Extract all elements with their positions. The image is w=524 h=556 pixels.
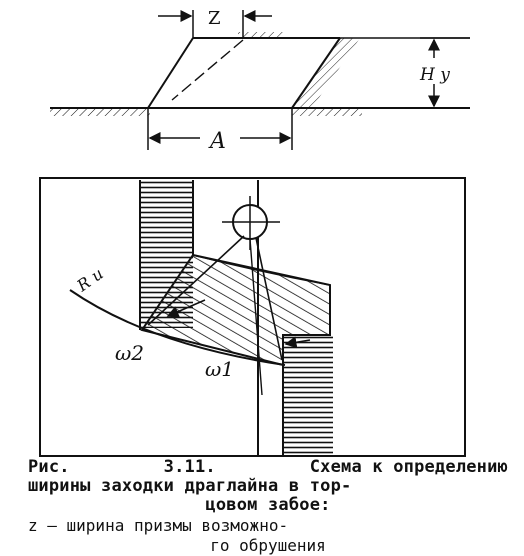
caption-line-3: цовом забое: — [205, 495, 331, 515]
omega1-label: ω1 — [205, 357, 235, 381]
figure-caption — [28, 458, 508, 555]
prism-top-hatch — [238, 32, 284, 38]
hy-label: H y — [420, 65, 450, 85]
right-bench-hatch — [283, 335, 333, 455]
left-slope — [148, 38, 193, 108]
caption-number: 3.11. — [163, 457, 216, 477]
caption-line-2: ширины заходки драглайна в тор- — [28, 476, 352, 496]
ru-label: R u — [73, 263, 107, 296]
soil-hatch-slope — [292, 38, 360, 108]
soil-hatch-right — [292, 108, 362, 116]
z-label: Z — [208, 8, 221, 29]
caption-prefix: Рис. — [28, 457, 70, 477]
a-label: A — [210, 129, 226, 154]
omega2-label: ω2 — [115, 341, 145, 365]
caption-line-1 — [28, 458, 508, 477]
caption-legend-1: z — ширина призмы возможно- — [28, 516, 289, 535]
soil-hatch-left — [50, 108, 150, 116]
collapse-line — [172, 40, 243, 100]
plan-view — [40, 178, 465, 456]
caption-title-start: Схема к определению — [309, 457, 508, 477]
cross-section — [50, 8, 470, 154]
caption-legend-2: го обрушения — [210, 536, 326, 555]
